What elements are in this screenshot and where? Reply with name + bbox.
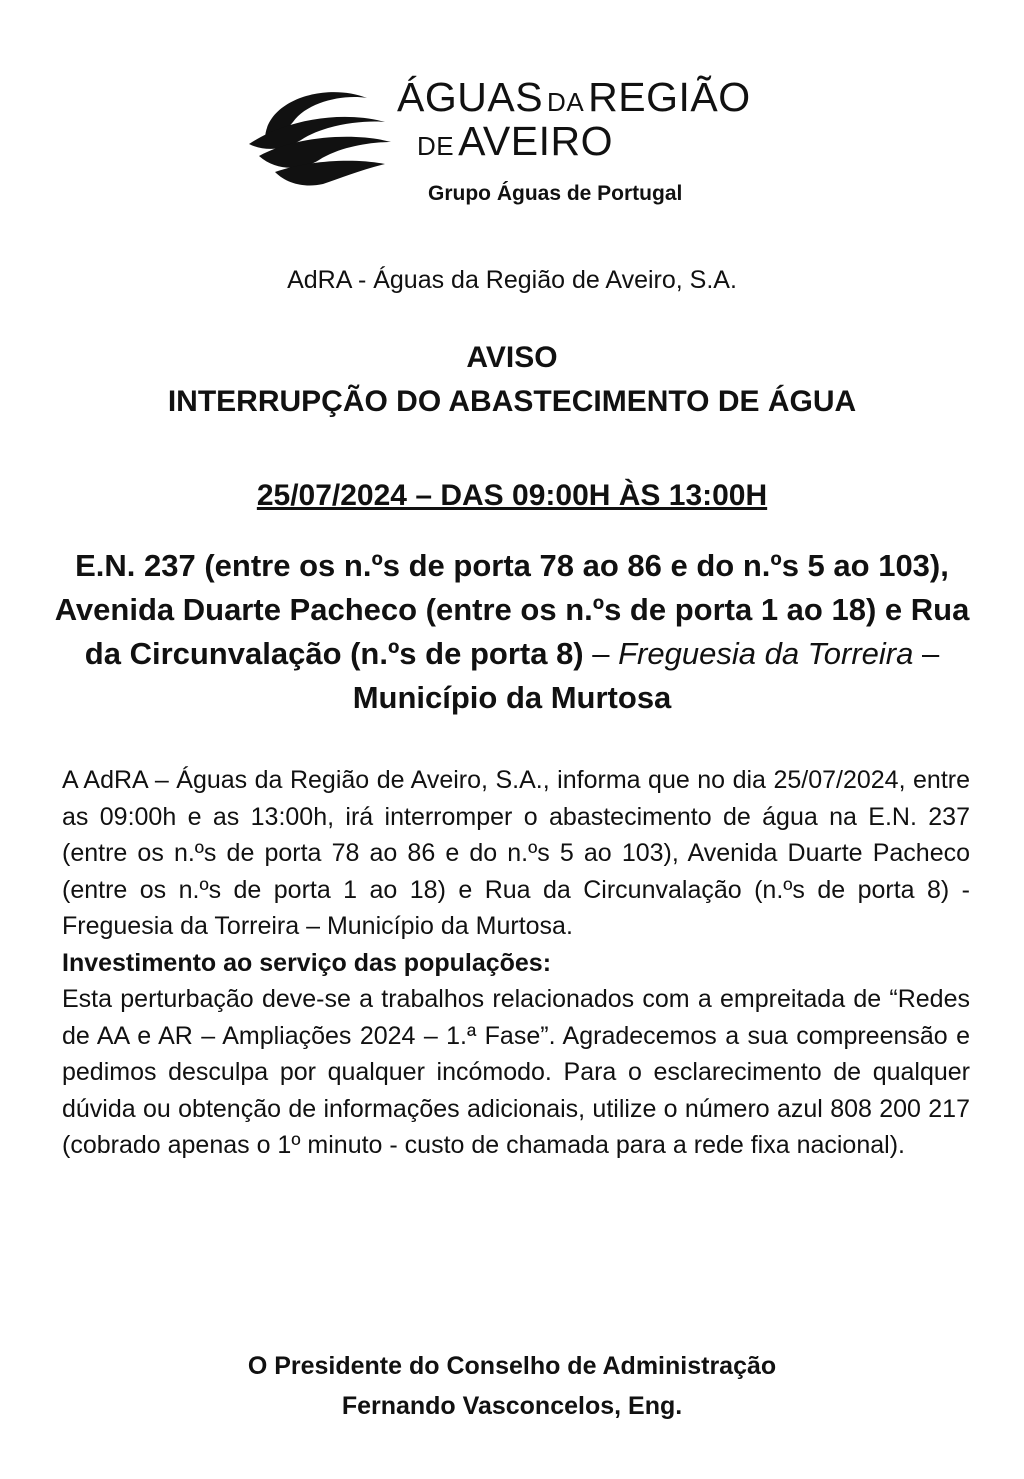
affected-location: E.N. 237 (entre os n.ºs de porta 78 ao 86 e do n.ºs 5 ao 103), Avenida Duarte Pacheco (entre os n.ºs de porta 1 ao 18) e Rua da Circunvalação (n.ºs de porta 8) – Freguesia da Torreira – Município da Murtosa xyxy=(54,548,970,715)
signature-name: Fernando Vasconcelos, Eng. xyxy=(341,1392,683,1420)
notice-title-subject: INTERRUPÇÃO DO ABASTECIMENTO DE ÁGUA xyxy=(167,385,857,418)
logo-group-name: Grupo Águas de Portugal xyxy=(428,182,683,205)
company-name: AdRA - Águas da Região de Aveiro, S.A. xyxy=(287,266,737,294)
interruption-date-text: 25/07/2024 – DAS 09:00H ÀS 13:00H xyxy=(256,479,768,512)
logo-title-line2: DEAVEIRO xyxy=(417,118,614,164)
notice-body xyxy=(62,762,970,1164)
body-paragraph-details: Esta perturbação deve-se a trabalhos relacionados com a empreitada de “Redes de AA e AR – Ampliações 2024 – 1.ª Fase”. Agradecemos a sua compreensão e pedimos desculpa por qualquer incómodo. Para o esclarecimento de qualquer dúvida ou obtenção de informações adicionais, utilize o número azul 808 200 217 (cobrado apenas o 1º minuto - custo de chamada para a rede fixa nacional). xyxy=(62,985,970,1159)
affected-streets: E.N. 237 (entre os n.ºs de porta 78 ao 86 e do n.ºs 5 ao 103), Avenida Duarte Pacheco (entre os n.ºs de porta 1 ao 18) e Rua da Circunvalação (n.ºs de porta 8) xyxy=(54,548,970,671)
body-heading: Investimento ao serviço das populações: xyxy=(62,948,552,977)
water-wave-logo-icon xyxy=(245,80,395,190)
signature-role: O Presidente do Conselho de Administração xyxy=(247,1352,777,1380)
municipality-name: Município da Murtosa xyxy=(352,680,672,715)
notice-title xyxy=(0,336,1024,424)
parish-name: Freguesia da Torreira xyxy=(618,636,914,671)
interruption-date xyxy=(0,474,1024,518)
company-logo xyxy=(245,72,785,222)
logo-title-line1: ÁGUAS DAREGIÃO xyxy=(397,74,751,120)
notice-title-aviso: AVISO xyxy=(466,341,558,374)
signature-block xyxy=(0,1346,1024,1426)
body-paragraph-info: A AdRA – Águas da Região de Aveiro, S.A., informa que no dia 25/07/2024, entre as 09:00h e as 13:00h, irá interromper o abastecimento de água na E.N. 237 (entre os n.ºs de porta 78 ao 86 e do n.ºs 5 ao 103), Avenida Duarte Pacheco (entre os n.ºs de porta 1 ao 18) e Rua da Circunvalação (n.ºs de porta 8) - Freguesia da Torreira – Município da Murtosa. xyxy=(62,766,970,940)
